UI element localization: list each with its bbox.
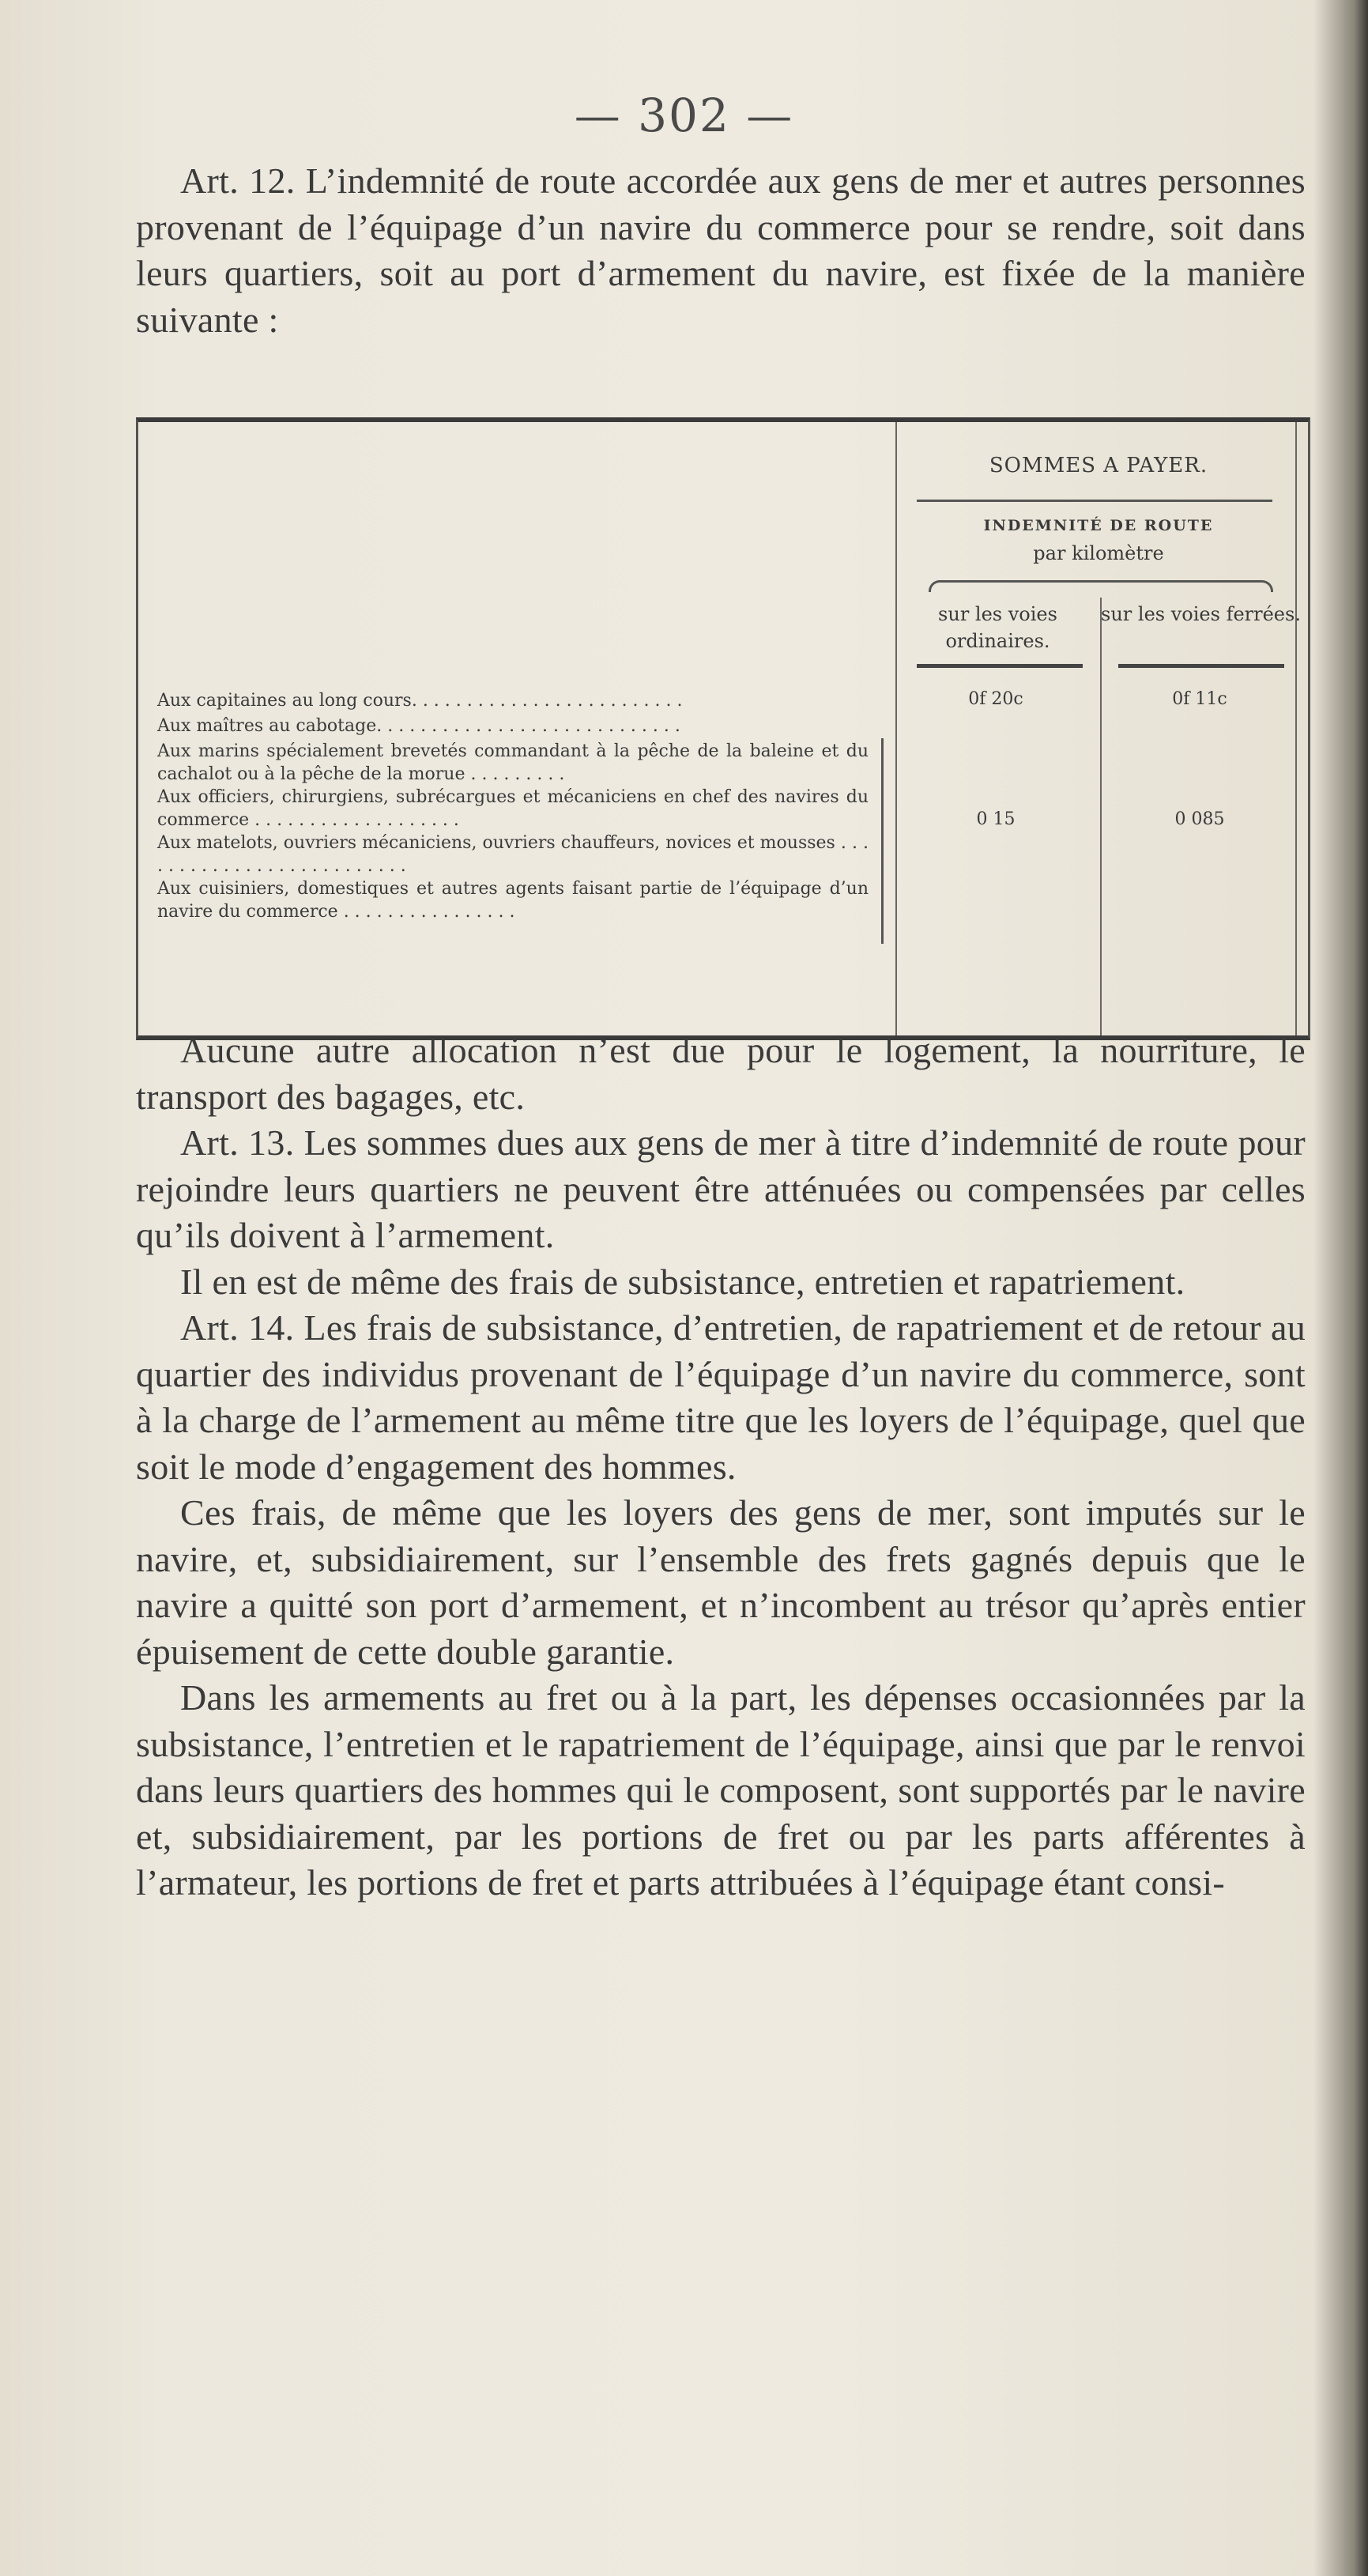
- paragraph: Il en est de même des frais de subsistance, entretien et rapatriement.: [180, 1261, 1185, 1302]
- table-row-label: Aux officiers, chirurgiens, subrécargues et mécaniciens en chef des navires du commerce . . . . . . . . . . . . . . . . . . .: [157, 787, 869, 830]
- header-rule: [917, 500, 1272, 502]
- table-column-divider: [895, 422, 897, 1035]
- column-rule: [917, 664, 1083, 668]
- row-text: Aux matelots, ouvriers mécaniciens, ouvriers chauffeurs, novices et mousses: [157, 833, 835, 853]
- table-row-label: Aux matelots, ouvriers mécaniciens, ouvriers chauffeurs, novices et mousses . . . . . . . . . . . . . . . . . . . . . . . . . .: [157, 833, 869, 876]
- row-text: Aux officiers, chirurgiens, subrécargues et mécaniciens en chef des navires du commerce: [157, 787, 869, 830]
- row-group-brace: [873, 738, 884, 944]
- row-value-railway: 0 085: [1174, 809, 1225, 829]
- table-subheader-unit: par kilomètre: [1033, 542, 1164, 564]
- paragraph: Dans les armements au fret ou à la part, les dépenses occasionnées par la subsistance, l’entretien et le rapatriement de l’équipage, ainsi que par le renvoi dans leurs quartiers des hommes qui le composent, sont supportés par le navire et, subsidiairement, par les portions de fret ou par les parts afférentes à l’armateur, les portions de fret et parts attribuées à l’équipage étant consi-: [136, 1677, 1306, 1903]
- row-text: Aux capitaines au long cours.: [157, 691, 417, 711]
- table-row-label: Aux marins spécialement brevetés commandant à la pêche de la baleine et du cachalot ou à la pêche de la morue . . . . . . . . .: [157, 741, 869, 784]
- table-row-label: Aux maîtres au cabotage. . . . . . . . . . . . . . . . . . . . . . . . . . . .: [157, 716, 680, 736]
- page-number: — 302 —: [574, 89, 794, 142]
- row-value-railway: 0f 11c: [1172, 689, 1227, 709]
- article-12-text: Art. 12. L’indemnité de route accordée aux gens de mer et autres personnes provenant de l’équipage d’un navire du commerce pour se rendre, soit dans leurs quartiers, soit au port d’armement du navire, est fixée de la manière suivante :: [136, 160, 1306, 340]
- row-text: Aux maîtres au cabotage.: [157, 716, 383, 736]
- table-inner-border: [1295, 422, 1297, 1035]
- body-text: [136, 1028, 1306, 1907]
- row-text: Aux cuisiniers, domestiques et autres agents faisant partie de l’équipage d’un navire du commerce: [157, 879, 869, 922]
- table-column-divider: [1100, 598, 1102, 1035]
- paragraph: Aucune autre allocation n’est due pour le logement, la nourriture, le transport des bagages, etc.: [136, 1030, 1306, 1117]
- table-row-label: Aux capitaines au long cours. . . . . . . . . . . . . . . . . . . . . . . . .: [157, 691, 683, 711]
- indemnity-table: [136, 417, 1310, 1040]
- table-row-label: Aux cuisiniers, domestiques et autres agents faisant partie de l’équipage d’un navire du commerce . . . . . . . . . . . . . . . .: [157, 879, 869, 922]
- column-header-railway: sur les voies ferrées.: [1101, 603, 1301, 625]
- paragraph: Art. 14. Les frais de subsistance, d’entretien, de rapatriement et de retour au quartier des individus provenant de l’équipage d’un navire du commerce, sont à la charge de l’armement au même titre que les loyers de l’équipage, quel que soit le mode d’engagement des hommes.: [136, 1307, 1306, 1487]
- intro-paragraph: [136, 158, 1306, 343]
- table-subheader: INDEMNITÉ DE ROUTE: [983, 517, 1214, 534]
- row-text: Aux marins spécialement brevetés commandant à la pêche de la baleine et du cachalot ou à la pêche de la morue: [157, 741, 869, 784]
- paragraph: Ces frais, de même que les loyers des gens de mer, sont imputés sur le navire, et, subsidiairement, sur l’ensemble des frets gagnés depuis que le navire a quitté son port d’armement, et n’incombent au trésor qu’après entier épuisement de cette double garantie.: [136, 1492, 1306, 1672]
- header-brace: [929, 580, 1273, 592]
- row-value-ordinary: 0 15: [976, 809, 1016, 829]
- column-header-ordinary: sur les voies ordinaires.: [938, 603, 1057, 652]
- table-header: SOMMES A PAYER.: [989, 454, 1208, 477]
- paragraph: Art. 13. Les sommes dues aux gens de mer à titre d’indemnité de route pour rejoindre leurs quartiers ne peuvent être atténuées ou compensées par celles qu’ils doivent à l’armement.: [136, 1122, 1306, 1255]
- column-rule: [1118, 664, 1284, 668]
- row-value-ordinary: 0f 20c: [968, 689, 1023, 709]
